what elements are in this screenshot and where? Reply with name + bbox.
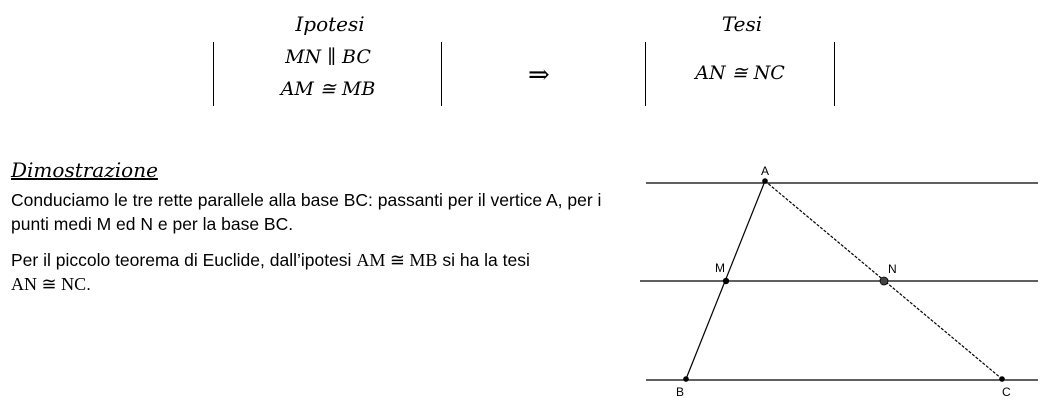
- label-b: B: [676, 385, 685, 399]
- implies-arrow: ⇒: [528, 60, 550, 89]
- hypothesis-congruence: AM ≅ MB: [280, 78, 376, 100]
- label-m: M: [715, 261, 725, 275]
- label-n: N: [888, 262, 897, 276]
- hypothesis-title: Ipotesi: [295, 12, 365, 36]
- hypothesis-left-bar: [213, 42, 214, 106]
- midpoint-m-point: [723, 278, 729, 284]
- midpoint-n-point: [880, 277, 888, 285]
- vertex-b-point: [683, 376, 689, 382]
- label-a: A: [761, 164, 770, 178]
- vertex-a-point: [762, 178, 768, 184]
- math-am-mb: AM ≅ MB: [356, 250, 438, 270]
- thesis-congruence: AN ≅ NC: [695, 62, 785, 84]
- proof-paragraph-2: [11, 248, 631, 296]
- proof-title: Dimostrazione: [11, 158, 158, 182]
- thesis-title: Tesi: [721, 12, 763, 36]
- vertex-c-point: [999, 376, 1005, 382]
- proof-text-end: .: [86, 274, 91, 294]
- proof-text-before: Per il piccolo teorema di Euclide, dall’ipotesi: [11, 250, 352, 270]
- hypothesis-right-bar: [441, 42, 442, 106]
- label-c: C: [1002, 385, 1011, 399]
- hypothesis-parallel: MN ∥ BC: [285, 46, 371, 68]
- math-an-nc: AN ≅ NC: [11, 274, 87, 294]
- proof-text-middle: si ha la tesi: [442, 250, 530, 270]
- triangle-figure: [640, 160, 1040, 410]
- proof-paragraph-1: Conduciamo le tre rette parallele alla base BC: passanti per il vertice A, per i punti medi M ed N e per la base BC.: [11, 190, 602, 234]
